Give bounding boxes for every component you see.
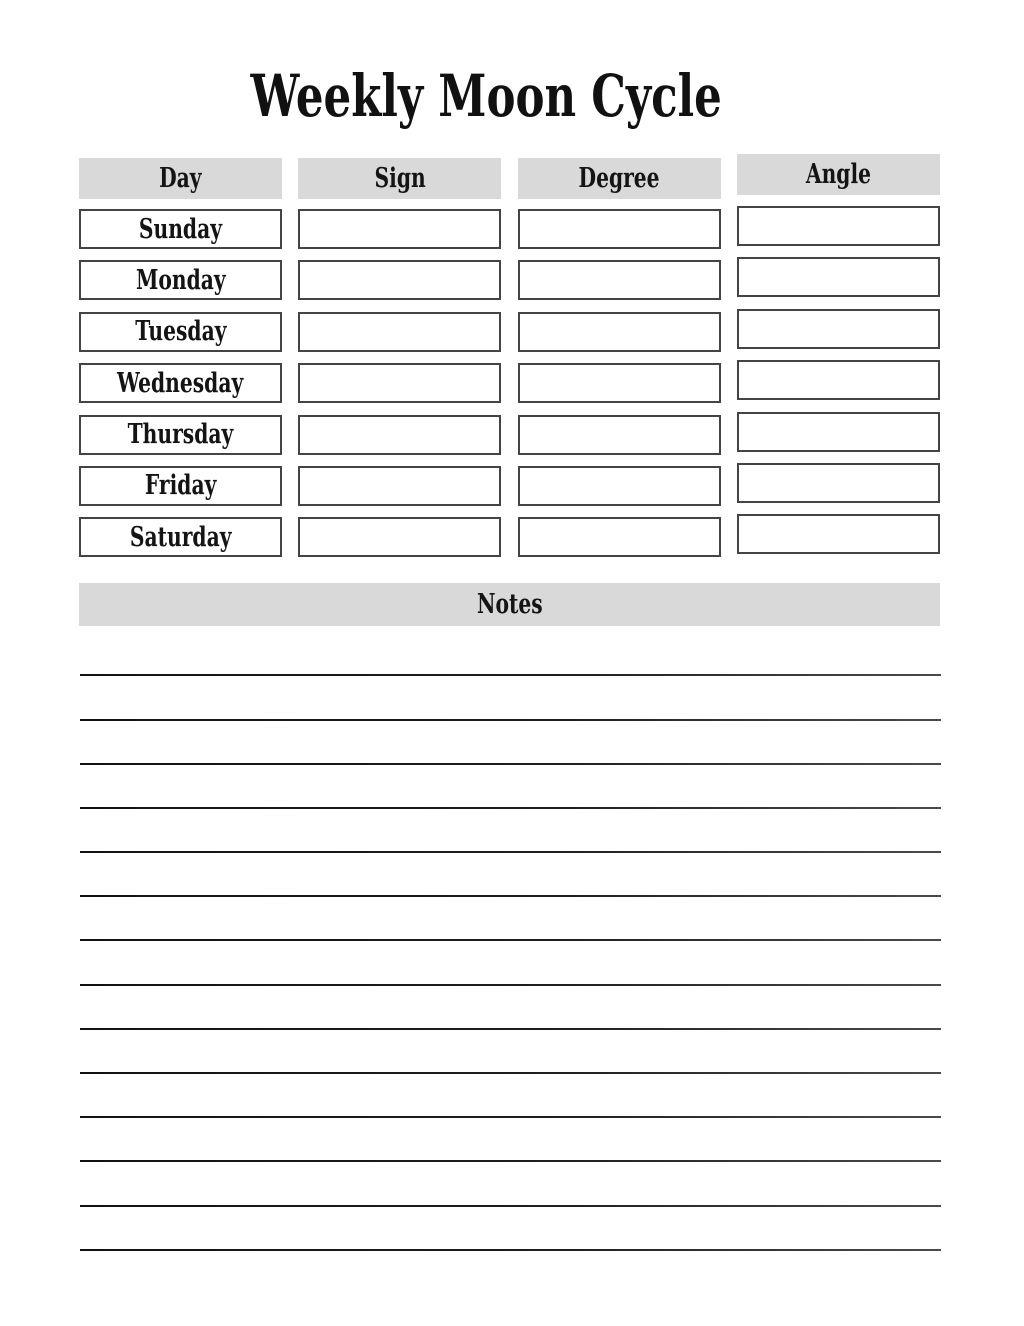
- degree-field-thursday[interactable]: [518, 415, 721, 455]
- header-degree-label: Degree: [578, 163, 660, 194]
- table-row-monday: [79, 260, 940, 300]
- notes-header: [79, 583, 940, 626]
- day-cell-monday: [79, 260, 282, 300]
- day-cell-friday: [79, 466, 282, 506]
- header-sign-label: Sign: [374, 163, 426, 194]
- day-label: Sunday: [138, 213, 223, 245]
- sign-field-monday[interactable]: [298, 260, 501, 300]
- day-label: Monday: [135, 264, 226, 296]
- day-label: Friday: [144, 470, 217, 502]
- sign-field-thursday[interactable]: [298, 415, 501, 455]
- day-cell-wednesday: [79, 363, 282, 403]
- table-row-sunday: [79, 209, 940, 249]
- angle-field-friday[interactable]: [737, 463, 940, 503]
- note-line[interactable]: [80, 1072, 941, 1074]
- degree-field-friday[interactable]: [518, 466, 721, 506]
- header-angle-label: Angle: [805, 159, 872, 190]
- degree-field-monday[interactable]: [518, 260, 721, 300]
- note-line[interactable]: [80, 851, 941, 853]
- angle-field-thursday[interactable]: [737, 412, 940, 452]
- header-day: [79, 158, 282, 199]
- day-cell-tuesday: [79, 312, 282, 352]
- sign-field-tuesday[interactable]: [298, 312, 501, 352]
- angle-field-saturday[interactable]: [737, 514, 940, 554]
- header-day-label: Day: [159, 163, 202, 194]
- note-line[interactable]: [80, 895, 941, 897]
- sign-field-sunday[interactable]: [298, 209, 501, 249]
- header-sign: [298, 158, 501, 199]
- angle-field-wednesday[interactable]: [737, 360, 940, 400]
- table-header-row: [79, 158, 940, 199]
- note-line[interactable]: [80, 1249, 941, 1251]
- table-row-friday: [79, 466, 940, 506]
- degree-field-saturday[interactable]: [518, 517, 721, 557]
- notes-lines: [79, 674, 940, 1250]
- header-angle: [737, 154, 940, 195]
- angle-field-monday[interactable]: [737, 257, 940, 297]
- note-line[interactable]: [80, 1116, 941, 1118]
- table-row-saturday: [79, 517, 940, 557]
- note-line[interactable]: [80, 674, 941, 676]
- note-line[interactable]: [80, 719, 941, 721]
- planner-content: [79, 158, 940, 1251]
- day-cell-sunday: [79, 209, 282, 249]
- note-line[interactable]: [80, 984, 941, 986]
- note-line[interactable]: [80, 1160, 941, 1162]
- day-cell-thursday: [79, 415, 282, 455]
- day-label: Tuesday: [134, 316, 227, 348]
- degree-field-sunday[interactable]: [518, 209, 721, 249]
- angle-field-sunday[interactable]: [737, 206, 940, 246]
- note-line[interactable]: [80, 807, 941, 809]
- note-line[interactable]: [80, 1205, 941, 1207]
- table-row-wednesday: [79, 363, 940, 403]
- sign-field-saturday[interactable]: [298, 517, 501, 557]
- sign-field-friday[interactable]: [298, 466, 501, 506]
- header-degree: [518, 158, 721, 199]
- note-line[interactable]: [80, 939, 941, 941]
- page-title: [0, 62, 972, 132]
- day-label: Wednesday: [117, 367, 244, 399]
- degree-field-wednesday[interactable]: [518, 363, 721, 403]
- sign-field-wednesday[interactable]: [298, 363, 501, 403]
- note-line[interactable]: [80, 1028, 941, 1030]
- table-row-tuesday: [79, 312, 940, 352]
- table-row-thursday: [79, 415, 940, 455]
- page-title-text: Weekly Moon Cycle: [250, 62, 722, 130]
- day-cell-saturday: [79, 517, 282, 557]
- notes-header-label: Notes: [476, 589, 543, 621]
- day-label: Thursday: [127, 419, 234, 451]
- note-line[interactable]: [80, 763, 941, 765]
- angle-field-tuesday[interactable]: [737, 309, 940, 349]
- degree-field-tuesday[interactable]: [518, 312, 721, 352]
- day-label: Saturday: [129, 521, 232, 553]
